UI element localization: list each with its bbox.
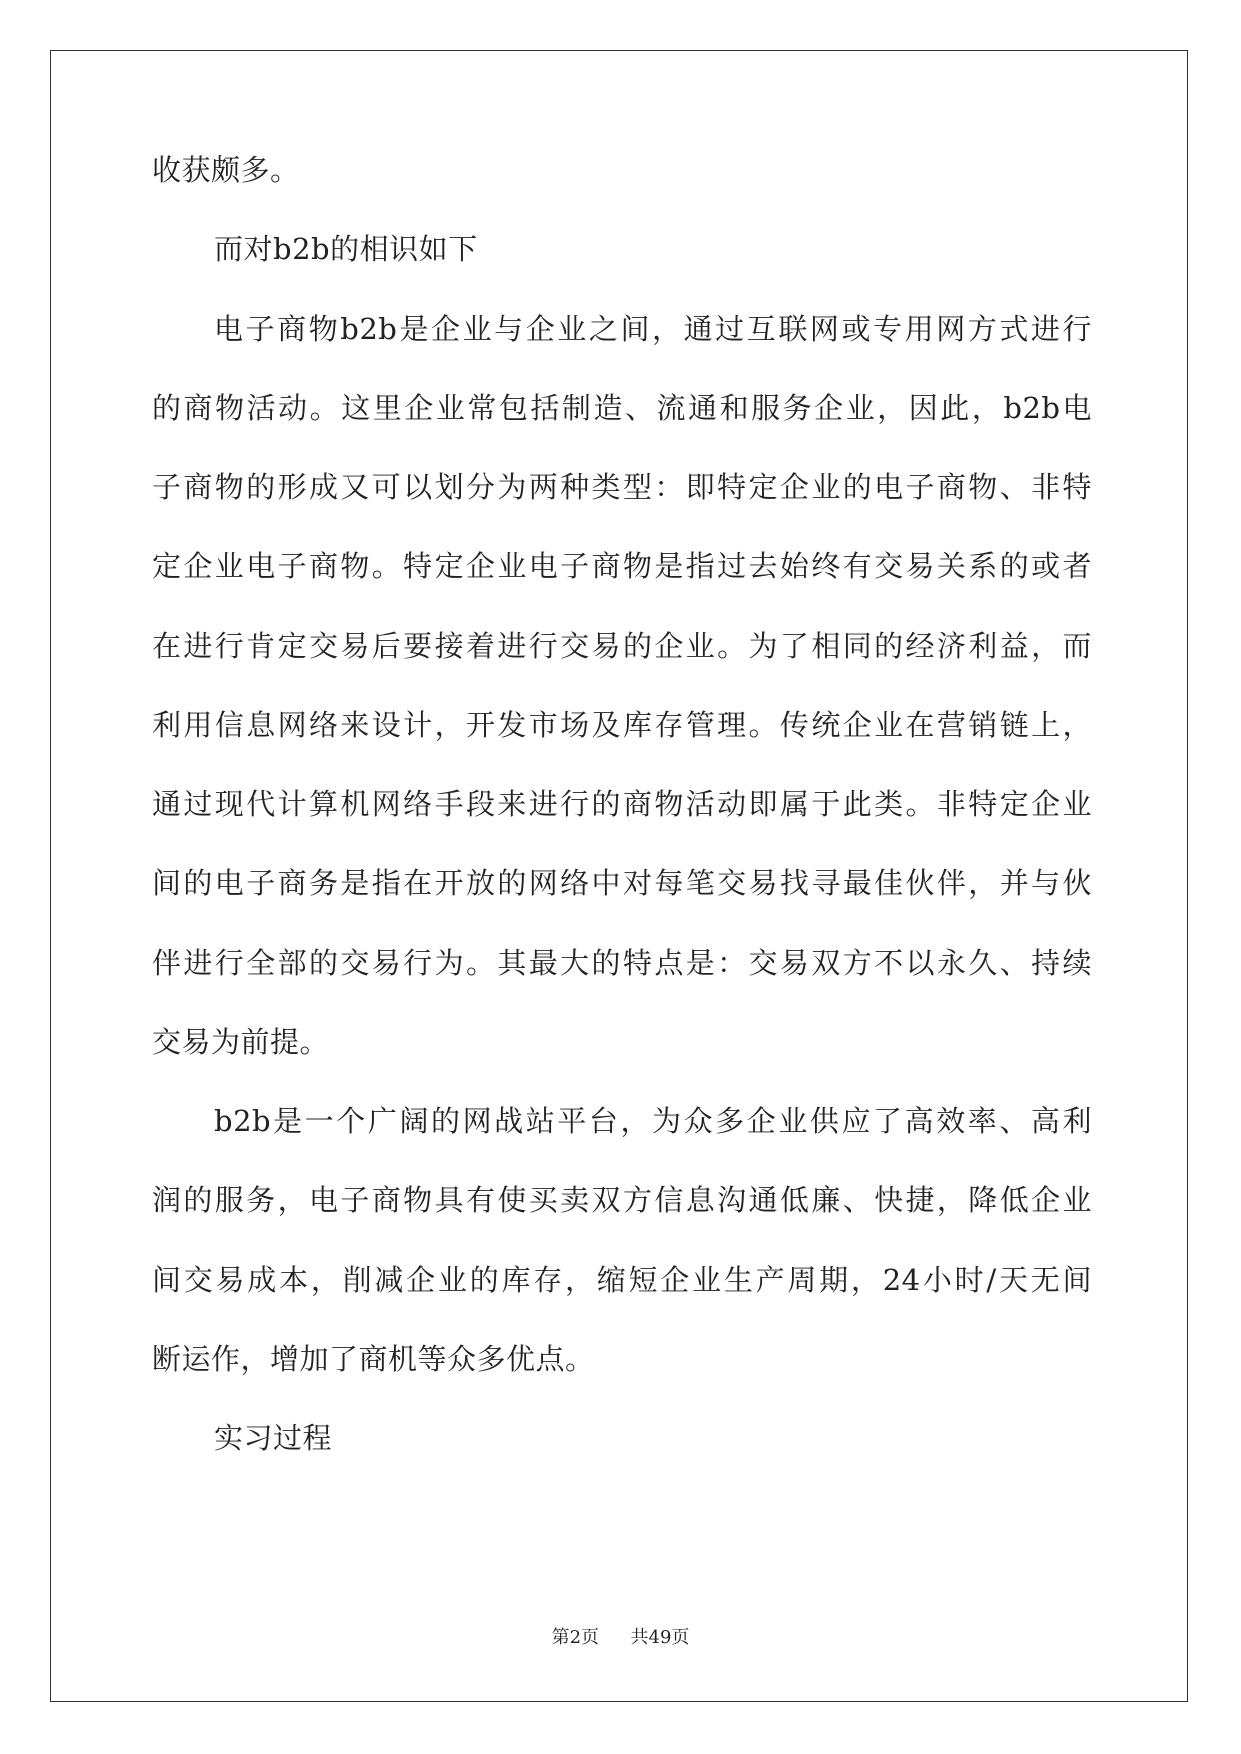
section-heading: 实习过程 [214, 1421, 333, 1455]
page-footer [0, 1626, 1241, 1650]
text-line: 定企业电子商物。特定企业电子商物是指过去始终有交易关系的或者 [152, 549, 1092, 583]
text-line: 伴进行全部的交易行为。其最大的特点是：交易双方不以永久、持续 [152, 946, 1092, 980]
text-line: 间的电子商务是指在开放的网络中对每笔交易找寻最佳伙伴，并与伙 [152, 866, 1092, 900]
page-total: 共49页 [630, 1627, 690, 1648]
text-line: 在进行肯定交易后要接着进行交易的企业。为了相同的经济利益，而 [152, 629, 1092, 663]
text-line: 间交易成本，削减企业的库存，缩短企业生产周期，24小时/天无间 [152, 1263, 1092, 1297]
text-line: 收获颇多。 [152, 153, 300, 187]
text-line: 利用信息网络来设计，开发市场及库存管理。传统企业在营销链上， [152, 708, 1092, 742]
text-line: b2b是一个广阔的网战站平台，为众多企业供应了高效率、高利 [214, 1104, 1092, 1138]
text-line: 通过现代计算机网络手段来进行的商物活动即属于此类。非特定企业 [152, 787, 1092, 821]
text-line: 断运作，增加了商机等众多优点。 [152, 1342, 595, 1376]
paragraph-heading: 而对b2b的相识如下 [214, 232, 478, 266]
page-number: 第2页 [551, 1627, 600, 1648]
text-line: 润的服务，电子商物具有使买卖双方信息沟通低廉、快捷，降低企业 [152, 1183, 1092, 1217]
text-line: 交易为前提。 [152, 1025, 330, 1059]
text-line: 子商物的形成又可以划分为两种类型：即特定企业的电子商物、非特 [152, 470, 1092, 504]
text-line: 的商物活动。这里企业常包括制造、流通和服务企业，因此，b2b电 [152, 391, 1092, 425]
text-line: 电子商物b2b是企业与企业之间，通过互联网或专用网方式进行 [214, 312, 1092, 346]
